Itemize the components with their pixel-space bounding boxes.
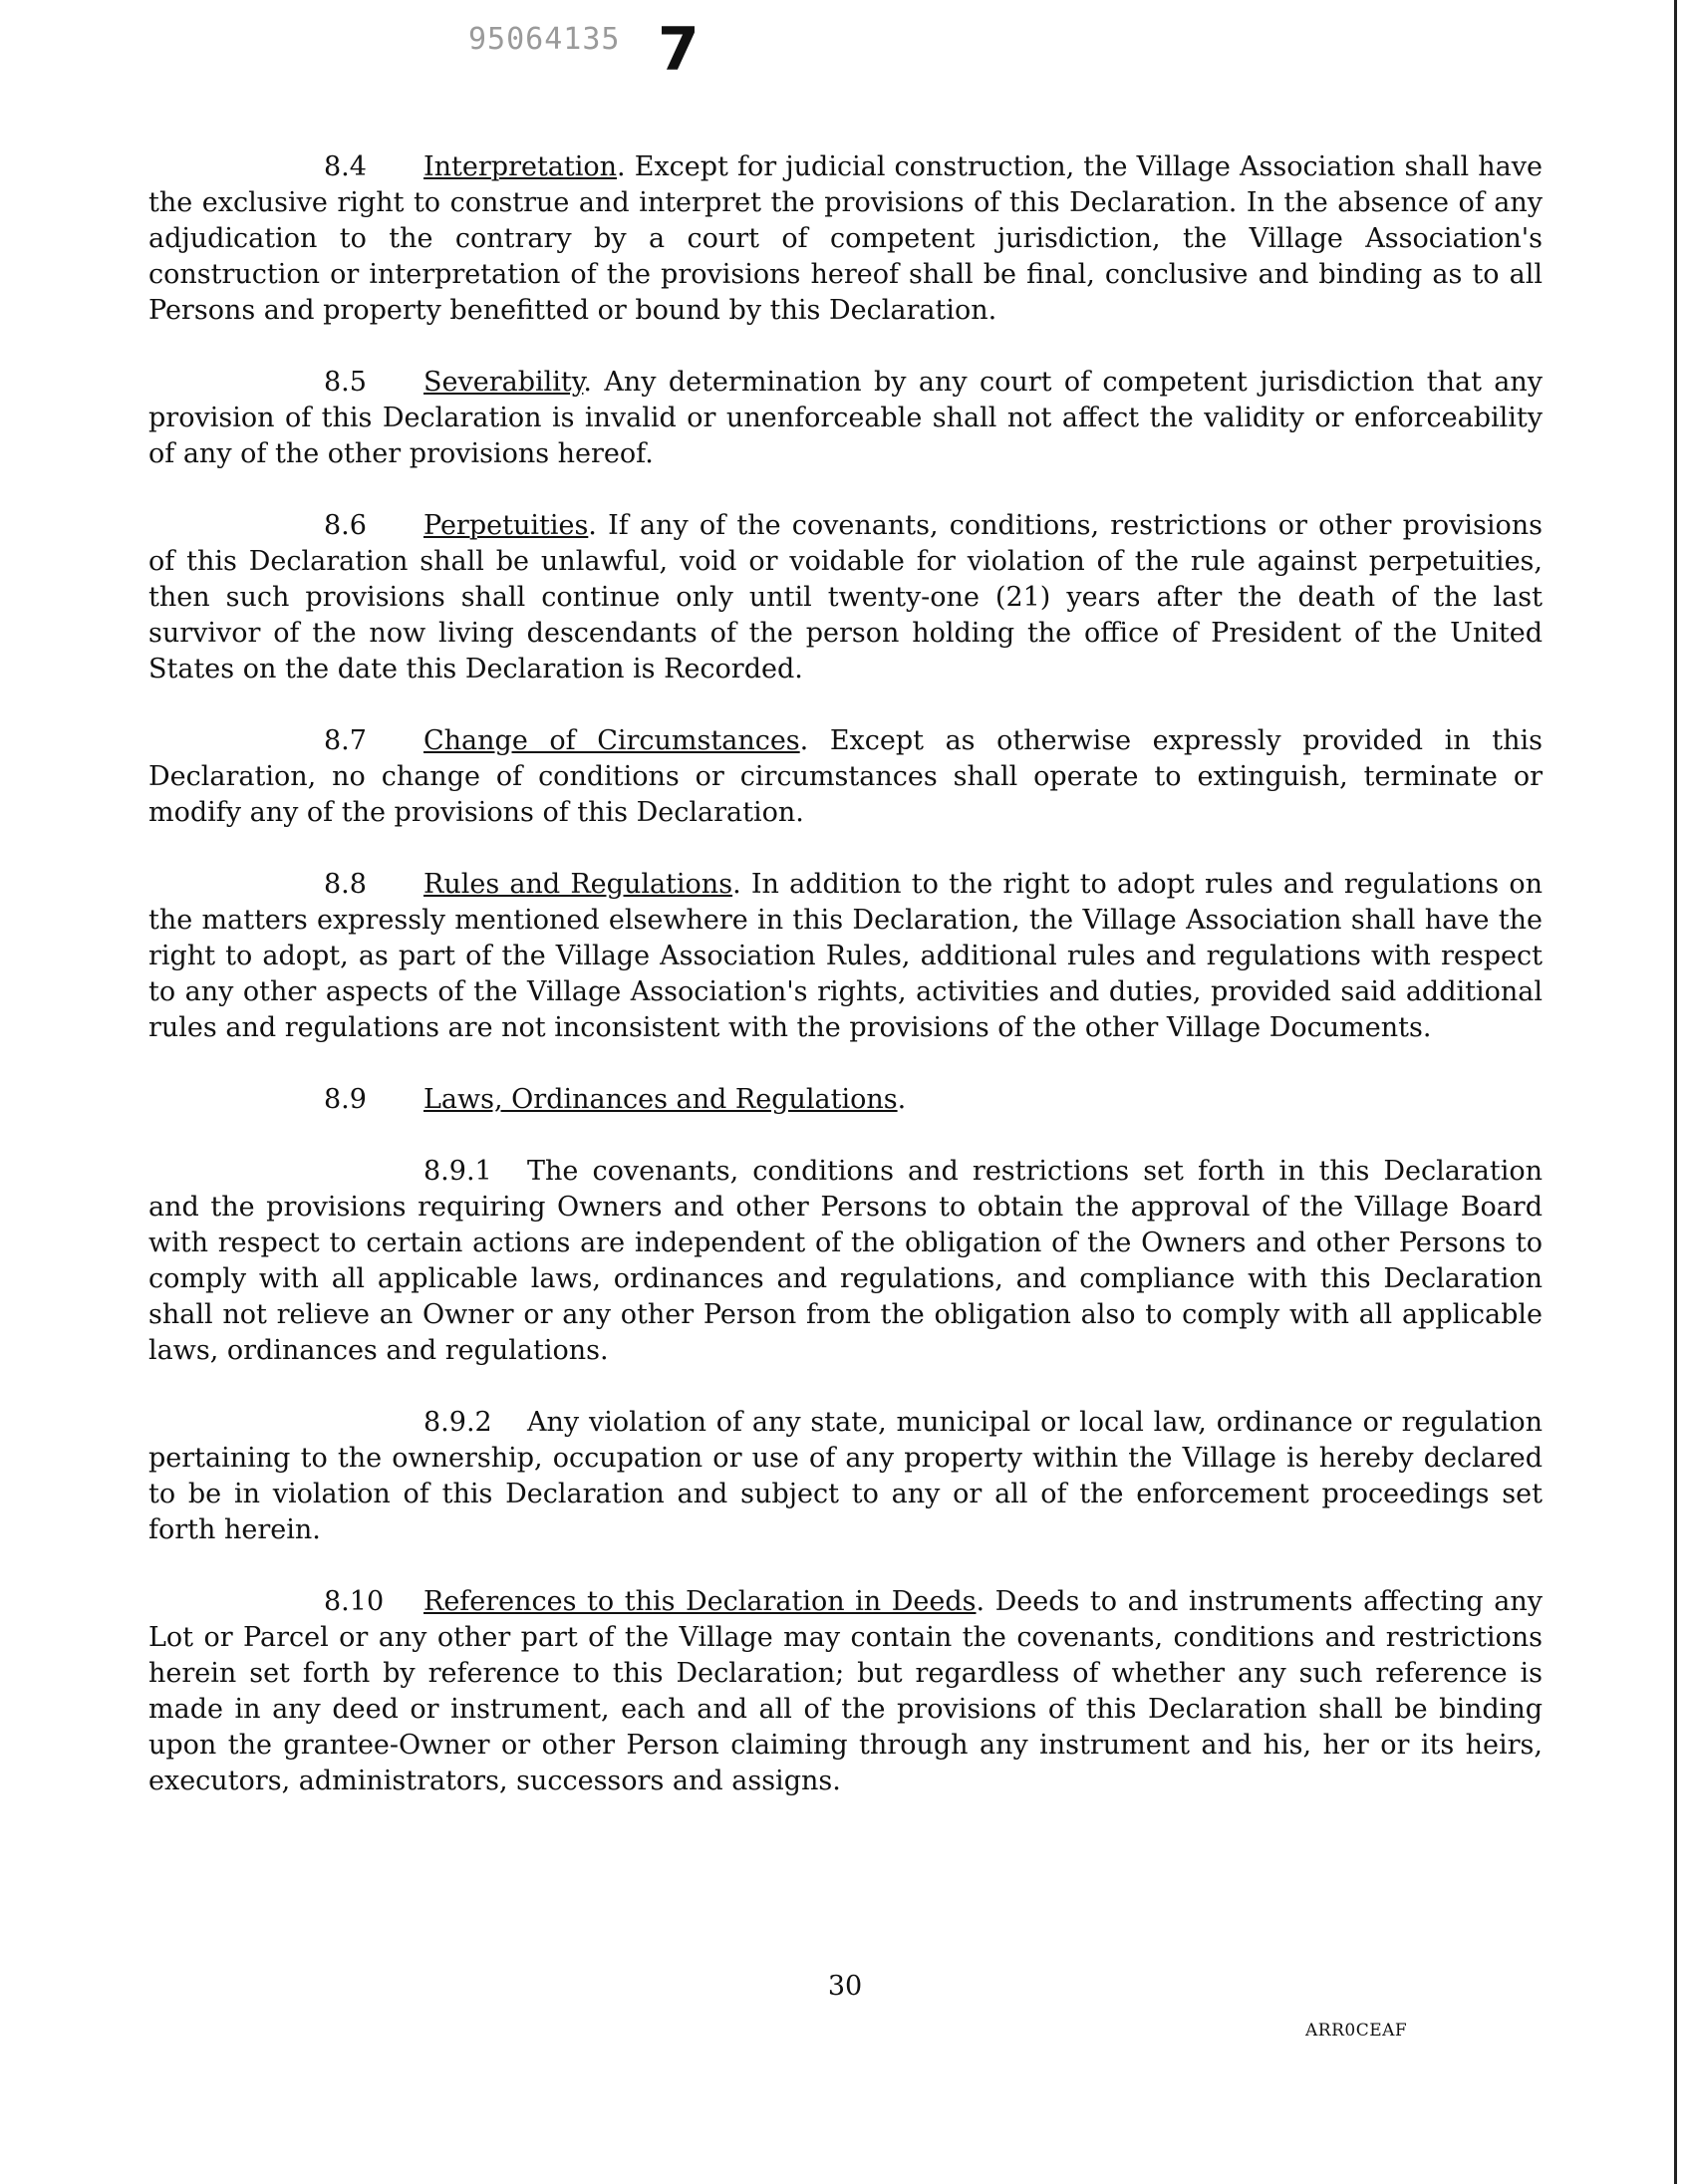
subsection-number: 8.9.1 bbox=[423, 1156, 492, 1187]
page-number: 30 bbox=[827, 1971, 863, 2002]
section-8-7 bbox=[148, 723, 1543, 831]
section-text: . Except for judicial construction, the Village Association shall have the exclusive right to construe and interpret the provisions of this Declaration. In the absence of any adjudication to the contrary by a court of competent jurisdiction, the Village Association's construction or interpretation of the provisions hereof shall be final, conclusive and binding as to all Persons and property benefitted or bound by this Declaration. bbox=[148, 151, 1543, 326]
section-title: Change of Circumstances bbox=[423, 725, 800, 756]
section-number: 8.9 bbox=[324, 1084, 367, 1115]
section-title: Laws, Ordinances and Regulations bbox=[423, 1084, 898, 1115]
document-body bbox=[148, 149, 1543, 1835]
section-title: Rules and Regulations bbox=[423, 869, 733, 900]
section-text: . Any determination by any court of competent jurisdiction that any provision of this Declaration is invalid or unenforceable shall not affect the validity or enforceability of any of the other provisions hereof. bbox=[148, 367, 1543, 469]
section-title: References to this Declaration in Deeds bbox=[423, 1586, 977, 1617]
section-8-6 bbox=[148, 508, 1543, 687]
section-title: Interpretation bbox=[423, 151, 618, 182]
subsection-8-9-2 bbox=[148, 1405, 1543, 1548]
section-number: 8.4 bbox=[324, 151, 367, 182]
section-8-8 bbox=[148, 867, 1543, 1046]
section-8-9 bbox=[148, 1082, 1543, 1118]
section-number: 8.10 bbox=[324, 1586, 385, 1617]
document-number-stamp: 95064135 bbox=[468, 22, 621, 57]
section-8-4 bbox=[148, 149, 1543, 329]
section-title: Perpetuities bbox=[423, 510, 589, 541]
subsection-text: Any violation of any state, municipal or local law, ordinance or regulation pertaining to the ownership, occupation or use of any property within the Village is hereby declared to be in violation of this Declaration and subject to any or all of the enforcement proceedings set forth herein. bbox=[148, 1407, 1543, 1545]
document-code: ARR0CEAF bbox=[1305, 2021, 1408, 2041]
section-title: Severability bbox=[423, 367, 584, 398]
subsection-8-9-1 bbox=[148, 1154, 1543, 1369]
section-text: . In addition to the right to adopt rules and regulations on the matters expressly mentioned elsewhere in this Declaration, the Village Association shall have the right to adopt, as part of the Village Association Rules, additional rules and regulations with respect to any other aspects of the Village Association's rights, activities and duties, provided said additional rules and regulations are not inconsistent with the provisions of the other Village Documents. bbox=[148, 869, 1544, 1043]
document-number-handwritten-mark: 7 bbox=[658, 15, 700, 85]
section-8-10 bbox=[148, 1584, 1543, 1799]
subsection-number: 8.9.2 bbox=[423, 1407, 492, 1438]
section-text: . Deeds to and instruments affecting any Lot or Parcel or any other part of the Village may contain the covenants, conditions and restrictions herein set forth by reference to this Declaration; but regardless of whether any such reference is made in any deed or instrument, each and all of the provisions of this Declaration shall be binding upon the grantee-Owner or other Person claiming through any instrument and his, her or its heirs, executors, administrators, successors and assigns. bbox=[148, 1586, 1543, 1796]
section-text: . Except as otherwise expressly provided in this Declaration, no change of conditions or circumstances shall operate to extinguish, terminate or modify any of the provisions of this Declaration. bbox=[148, 725, 1543, 828]
section-text: . bbox=[897, 1084, 907, 1115]
section-8-5 bbox=[148, 365, 1543, 472]
section-number: 8.7 bbox=[324, 725, 367, 756]
section-number: 8.5 bbox=[324, 367, 367, 398]
subsection-text: The covenants, conditions and restrictions set forth in this Declaration and the provisions requiring Owners and other Persons to obtain the approval of the Village Board with respect to certain actions are independent of the obligation of the Owners and other Persons to comply with all applicable laws, ordinances and regulations, and compliance with this Declaration shall not relieve an Owner or any other Person from the obligation also to comply with all applicable laws, ordinances and regulations. bbox=[148, 1156, 1543, 1366]
section-number: 8.6 bbox=[324, 510, 367, 541]
section-text: . If any of the covenants, conditions, restrictions or other provisions of this Declaration shall be unlawful, void or voidable for violation of the rule against perpetuities, then such provisions shall continue only until twenty-one (21) years after the death of the last survivor of the now living descendants of the person holding the office of President of the United States on the date this Declaration is Recorded. bbox=[148, 510, 1543, 684]
section-number: 8.8 bbox=[324, 869, 367, 900]
scan-edge-line bbox=[1674, 0, 1677, 2184]
